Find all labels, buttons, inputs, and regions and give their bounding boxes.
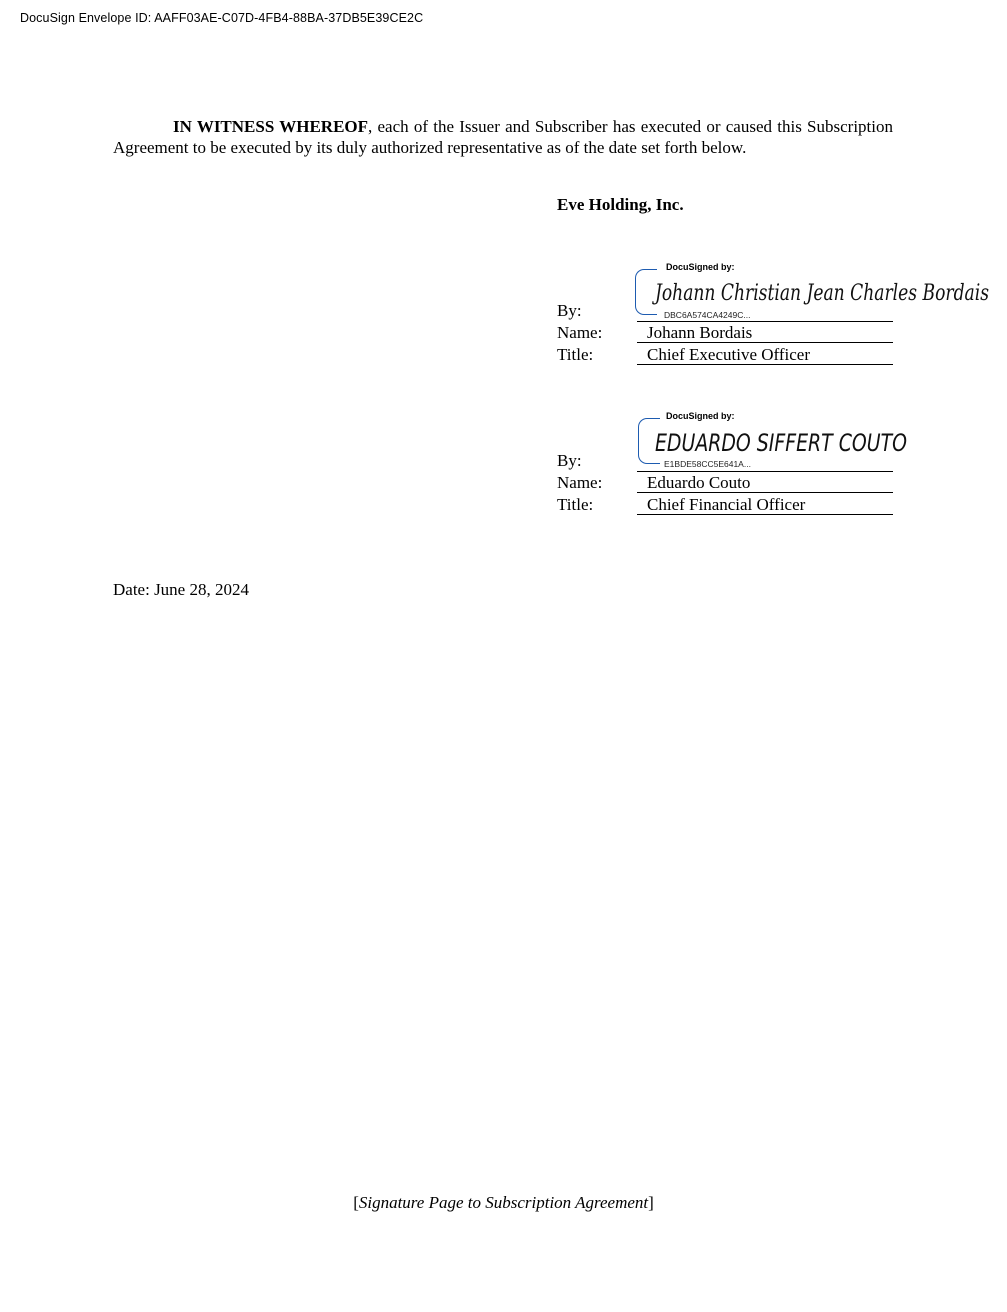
- handwritten-signature-2: [653, 421, 993, 457]
- footer-text: Signature Page to Subscription Agreement: [358, 1193, 649, 1212]
- signature-1-text: Johann Christian Jean Charles Bordais: [651, 281, 989, 306]
- signature-line-2: [637, 471, 893, 472]
- docusigned-by-label: DocuSigned by:: [666, 411, 735, 421]
- title-value-1: Chief Executive Officer: [637, 345, 893, 365]
- title-label-1: Title:: [557, 345, 594, 364]
- date-line: Date: June 28, 2024: [113, 580, 249, 599]
- name-value-2: Eduardo Couto: [637, 473, 893, 493]
- handwritten-signature-1: [653, 272, 993, 308]
- docusign-signature-block-1: [635, 262, 995, 318]
- signature-page-footer: [0, 1193, 1007, 1213]
- by-label-1: By:: [557, 301, 582, 320]
- witness-lead: IN WITNESS WHEREOF: [173, 117, 369, 136]
- name-label-1: Name:: [557, 323, 603, 342]
- footer-open-bracket: [: [353, 1193, 359, 1212]
- title-value-2: Chief Financial Officer: [637, 495, 893, 515]
- signature-2-text: EDUARDO SIFFERT COUTO: [655, 429, 907, 457]
- docusign-code: E1BDE58CC5E641A...: [664, 459, 751, 469]
- signature-line-1: [637, 321, 893, 322]
- name-label-2: Name:: [557, 473, 603, 492]
- by-label-2: By:: [557, 451, 582, 470]
- witness-paragraph: [113, 116, 893, 158]
- title-label-2: Title:: [557, 495, 594, 514]
- docusign-code: DBC6A574CA4249C...: [664, 310, 751, 320]
- docusign-signature-block-2: [635, 411, 995, 467]
- company-name: Eve Holding, Inc.: [557, 195, 684, 214]
- name-value-1: Johann Bordais: [637, 323, 893, 343]
- docusigned-by-label: DocuSigned by:: [666, 262, 735, 272]
- footer-close-bracket: ]: [648, 1193, 654, 1212]
- envelope-id: DocuSign Envelope ID: AAFF03AE-C07D-4FB4-88BA-37DB5E39CE2C: [20, 11, 424, 25]
- witness-text: , each of the Issuer and Subscriber has executed or caused this Subscription Agreement to be executed by its duly authorized representative as of the date set forth below.: [113, 117, 893, 157]
